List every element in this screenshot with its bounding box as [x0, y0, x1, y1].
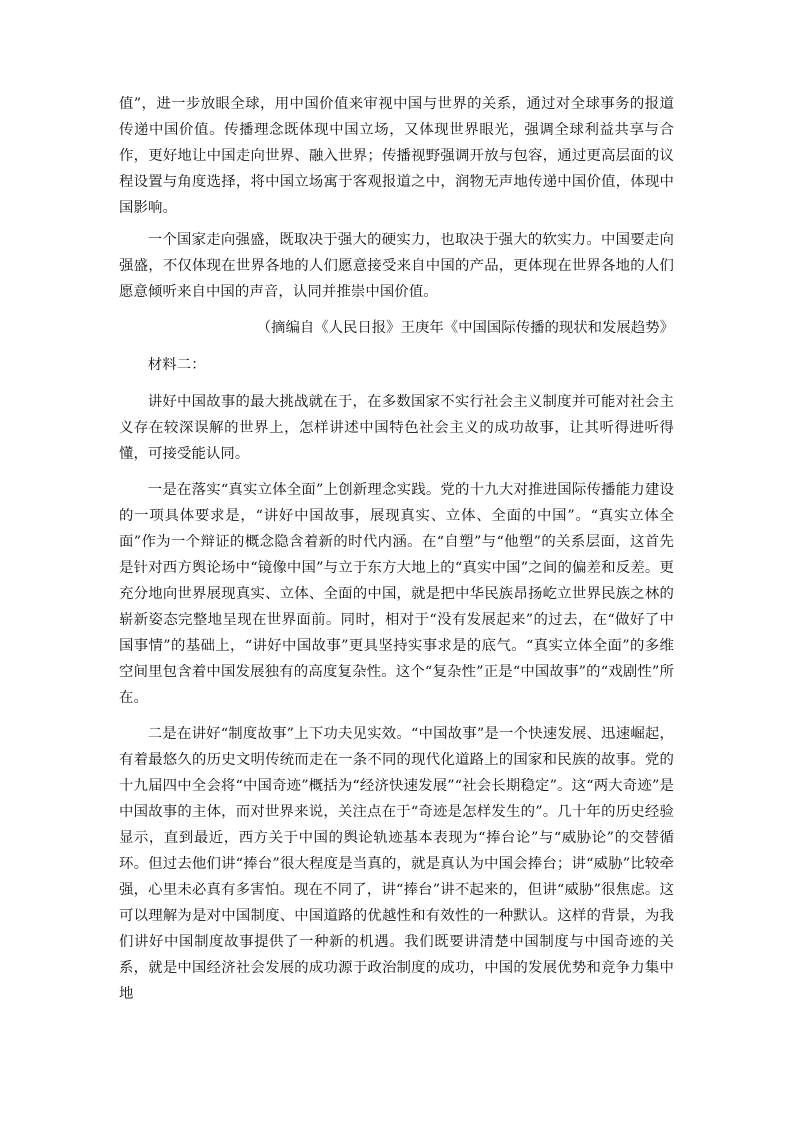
source-citation: （摘编自《人民日报》王庚年《中国国际传播的现状和发展趋势》 [256, 320, 674, 336]
paragraph-5: 二是在讲好“制度故事”上下功夫见实效。“中国故事”是一个快速发展、迅速崛起，有着最悠久的历史文明传统而走在一条不同的现代化道路上的国家和民族的故事。党的十九届四中全会将“中国奇迹”概括为“经济快速发展”“社会长期稳定”。这“两大奇迹”是中国故事的主体，而对世界来说，关注点在于“奇迹是怎样发生的”。几十年的历史经验显示，直到最近，西方关于中国的舆论轨迹基本表现为“捧台论”与“威胁论”的交替循环。但过去他们讲“捧台”很大程度是当真的，就是真认为中国会捧台；讲“威胁”比较牵强，心里未必真有多害怕。现在不同了，讲“捧台”讲不起来的，但讲“威胁”很焦虑。这可以理解为是对中国制度、中国道路的优越性和有效性的一种默认。这样的背景，为我们讲好中国制度故事提供了一种新的机遇。我们既要讲清楚中国制度与中国奇迹的关系，就是中国经济社会发展的成功源于政治制度的成功，中国的发展优势和竞争力集中地 [119, 726, 674, 1002]
material-two-label: 材料二： [147, 357, 206, 373]
document-body [119, 91, 674, 1007]
paragraph-4: 一是在落实“真实立体全面”上创新理念实践。党的十九大对推进国际传播能力建设的一项具体要求是，“讲好中国故事，展现真实、立体、全面的中国”。“真实立体全面”作为一个辩证的概念隐含着新的时代内涵。在“自塑”与“他塑”的关系层面，这首先是针对西方舆论场中“镜像中国”与立于东方大地上的“真实中国”之间的偏差和反差。更充分地向世界展现真实、立体、全面的中国，就是把中华民族昂扬屹立世界民族之林的崭新姿态完整地呈现在世界面前。同时，相对于“没有发展起来”的过去，在“做好了中国事情”的基础上，“讲好中国故事”更具坚持实事求是的底气。“真实立体全面”的多维空间里包含着中国发展独有的高度复杂性。这个“复杂性”正是“中国故事”的“戏剧性”所在。 [119, 482, 674, 706]
paragraph-1: 值”，进一步放眼全球，用中国价值来审视中国与世界的关系，通过对全球事务的报道传递中国价值。传播理念既体现中国立场，又体现世界眼光，强调全球利益共享与合作，更好地让中国走向世界、融入世界；传播视野强调开放与包容，通过更高层面的议程设置与角度选择，将中国立场寓于客观报道之中，润物无声地传递中国价值，体现中国影响。 [119, 96, 674, 216]
paragraph-2: 一个国家走向强盛，既取决于强大的硬实力，也取决于强大的软实力。中国要走向强盛，不仅体现在世界各地的人们愿意接受来自中国的产品，更体现在世界各地的人们愿意倾听来自中国的声音，认同并推崇中国价值。 [119, 232, 674, 300]
paragraph-3: 讲好中国故事的最大挑战就在于，在多数国家不实行社会主义制度并可能对社会主义存在较深误解的世界上，怎样讲述中国特色社会主义的成功故事，让其听得进听得懂，可接受能认同。 [119, 394, 674, 462]
